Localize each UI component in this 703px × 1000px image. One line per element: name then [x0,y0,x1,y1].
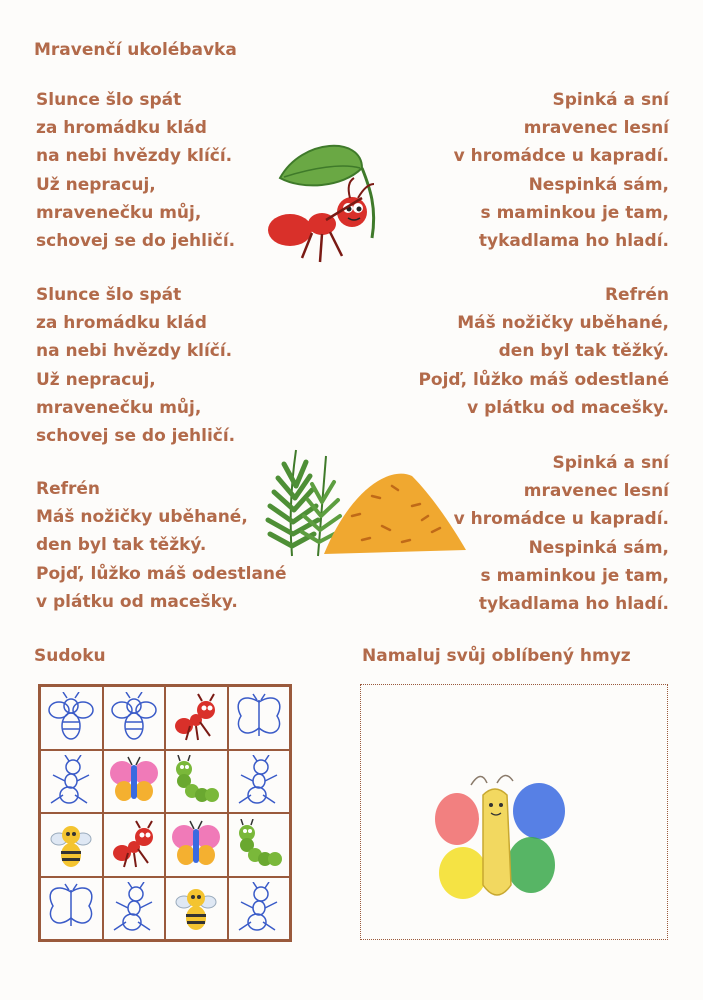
verse-line: Nespinká sám, [528,174,669,195]
ant-with-leaf-illustration [262,138,392,268]
sudoku-cell[interactable] [40,750,103,814]
verse-line: s maminkou je tam, [480,565,669,586]
drawing-area[interactable] [360,684,668,940]
verse-line: za hromádku klád [36,118,207,139]
verse-right-1 [454,86,669,255]
caterpillar-icon [170,755,222,807]
verse-line: Máš nožičky uběhané, [457,313,669,334]
drawn-ant-icon [108,882,160,934]
sudoku-cell[interactable] [165,877,228,941]
drawn-ant-icon [45,755,97,807]
sudoku-cell[interactable] [228,813,291,877]
verse-left-1 [36,86,235,255]
verse-line: Pojď, lůžko máš odestlané [36,563,287,584]
verse-line: v plátku od macešky. [36,591,238,612]
verse-line: Spinká a sní [552,90,669,110]
sudoku-cell[interactable] [103,877,166,941]
sudoku-cell[interactable] [40,813,103,877]
verse-right-3 [454,449,669,618]
drawn-ant-icon [233,755,285,807]
verse-line: v hromádce u kapradí. [453,146,669,167]
verse-line: Refrén [36,479,101,499]
sudoku-title: Sudoku [34,646,106,666]
verse-line: mravenečku můj, [36,202,202,223]
verse-line: Už nepracuj, [36,369,156,390]
ant-icon [108,819,160,871]
verse-line: Pojď, lůžko máš odestlané [418,369,669,390]
drawn-butterfly-icon [233,692,285,744]
sudoku-grid[interactable] [38,684,292,942]
sudoku-cell[interactable] [103,750,166,814]
fern-and-needle-pile-illustration [262,446,468,560]
verse-line: v plátku od macešky. [467,397,669,418]
caterpillar-icon [233,819,285,871]
verse-line: Máš nožičky uběhané, [36,507,248,528]
sudoku-cell[interactable] [165,813,228,877]
sudoku-cell[interactable] [103,813,166,877]
verse-left-3 [36,475,287,616]
ant-icon [170,692,222,744]
verse-line: tykadlama ho hladí. [478,594,669,615]
sudoku-cell[interactable] [228,686,291,750]
drawn-butterfly-picture [431,765,571,915]
verse-line: den byl tak těžký. [36,535,207,556]
verse-line: Nespinká sám, [528,537,669,558]
verse-line: Slunce šlo spát [36,285,182,305]
verse-line: s maminkou je tam, [480,202,669,223]
drawn-butterfly-icon [45,882,97,934]
verse-line: Už nepracuj, [36,174,156,195]
verse-line: na nebi hvězdy klíčí. [36,341,233,362]
verse-right-2 [418,281,669,422]
page-title: Mravenčí ukolébavka [34,40,237,60]
verse-line: den byl tak těžký. [498,341,669,362]
verse-left-2 [36,281,235,450]
verse-line: mravenečku můj, [36,397,202,418]
verse-line: mravenec lesní [523,118,669,139]
drawn-bee-icon [45,692,97,744]
sudoku-cell[interactable] [228,877,291,941]
bee-icon [45,819,97,871]
verse-line: na nebi hvězdy klíčí. [36,146,233,167]
sudoku-cell[interactable] [103,686,166,750]
sudoku-cell[interactable] [40,686,103,750]
verse-line: v hromádce u kapradí. [453,509,669,530]
verse-line: Spinká a sní [552,453,669,473]
drawn-ant-icon [233,882,285,934]
sudoku-cell[interactable] [40,877,103,941]
verse-line: Refrén [604,285,669,305]
verse-line: mravenec lesní [523,481,669,502]
butterfly-icon [170,819,222,871]
bee-icon [170,882,222,934]
sudoku-cell[interactable] [165,750,228,814]
sudoku-cell[interactable] [165,686,228,750]
sudoku-cell[interactable] [228,750,291,814]
verse-line: Slunce šlo spát [36,90,182,110]
drawing-title: Namaluj svůj oblíbený hmyz [362,646,631,666]
verse-line: schovej se do jehličí. [36,426,236,447]
verse-line: za hromádku klád [36,313,207,334]
verse-line: tykadlama ho hladí. [478,231,669,252]
butterfly-icon [108,755,160,807]
verse-line: schovej se do jehličí. [36,231,236,252]
drawn-bee-icon [108,692,160,744]
